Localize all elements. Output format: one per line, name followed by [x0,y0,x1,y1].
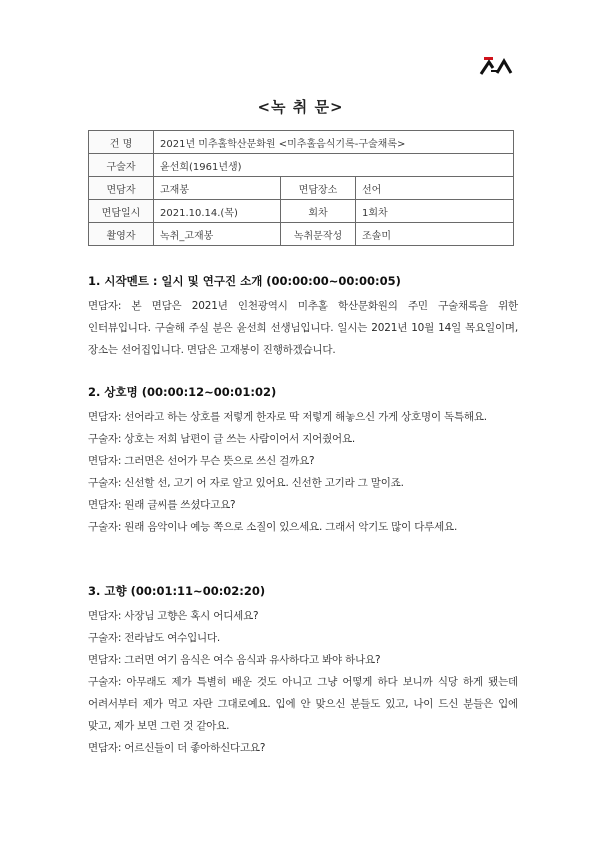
label-camera: 촬영자 [89,223,154,246]
value-transcriber: 조솔미 [356,223,514,246]
table-row [89,223,514,246]
table-row [89,154,514,177]
dialogue-paragraph: 구술자: 신선할 선, 고기 어 자로 알고 있어요. 신선한 고기라 그 말이죠. [88,477,404,489]
value-date: 2021.10.14.(목) [154,200,281,223]
dialogue-paragraph: 면담자: 원래 글씨를 쓰셨다고요? [88,499,236,511]
table-row [89,177,514,200]
dialogue-paragraph: 면담자: 그러면 여기 음식은 여수 음식과 유사하다고 봐야 하나요? [88,654,381,666]
label-title: 건 명 [89,131,154,154]
label-interviewer: 면담자 [89,177,154,200]
value-location: 선어 [356,177,514,200]
dialogue-paragraph: 면담자: 그러면은 선어가 무슨 뜻으로 쓰신 걸까요? [88,455,315,467]
label-location: 면담장소 [281,177,356,200]
dialogue-paragraph: 구술자: 전라남도 여수입니다. [88,632,221,644]
value-session: 1회차 [356,200,514,223]
dialogue-paragraph: 면담자: 본 면담은 2021년 인천광역시 미추홀 학산문화원의 주민 구술채록을 위한 인터뷰입니다. 구술해 주실 분은 윤선희 선생님입니다. 일시는 2021년 10월 14일 목요일이며, 장소는 선어집입니다. 면담은 고재봉이 진행하겠습니다. [88,300,518,356]
section-intro [88,271,518,361]
document-title: <녹 취 문> [257,98,344,116]
dialogue-paragraph: 구술자: 아무래도 제가 특별히 배운 것도 아니고 그냥 어떻게 하다 보니까 식당 하게 됐는데 어려서부터 제가 먹고 자란 그대로예요. 입에 안 맞으신 분들도 있고, 나이 드신 분들은 입에 맞고, 제가 보면 그런 것 같아요. [88,676,518,732]
info-table [88,130,514,246]
table-row [89,200,514,223]
dialogue-paragraph: 면담자: 어르신들이 더 좋아하신다고요? [88,742,266,754]
section-store-name [88,382,518,538]
dialogue-paragraph: 구술자: 상호는 저희 남편이 글 쓰는 사람이어서 지어줬어요. [88,433,356,445]
label-date: 면담일시 [89,200,154,223]
section-heading: 2. 상호명 (00:00:12~00:01:02) [88,385,277,399]
label-narrator: 구술자 [89,154,154,177]
dialogue-paragraph: 구술자: 원래 음악이나 예능 쪽으로 소질이 있으세요. 그래서 악기도 많이 다루세요. [88,521,458,533]
table-row [89,131,514,154]
museum-logo-icon [478,56,518,76]
section-heading: 1. 시작멘트 : 일시 및 연구진 소개 (00:00:00~00:00:05) [88,274,401,288]
value-camera: 녹취_고재봉 [154,223,281,246]
label-transcriber: 녹취문작성 [281,223,356,246]
value-narrator: 윤선희(1961년생) [154,154,514,177]
label-session: 회차 [281,200,356,223]
dialogue-paragraph: 면담자: 선어라고 하는 상호를 저렇게 한자로 딱 저렇게 해놓으신 가게 상호명이 독특해요. [88,411,487,423]
value-interviewer: 고재봉 [154,177,281,200]
section-heading: 3. 고향 (00:01:11~00:02:20) [88,584,266,598]
dialogue-paragraph: 면담자: 사장님 고향은 혹시 어디세요? [88,610,259,622]
value-title: 2021년 미추홀학산문화원 <미추홀음식기록-구술채록> [154,131,514,154]
section-hometown [88,581,518,759]
